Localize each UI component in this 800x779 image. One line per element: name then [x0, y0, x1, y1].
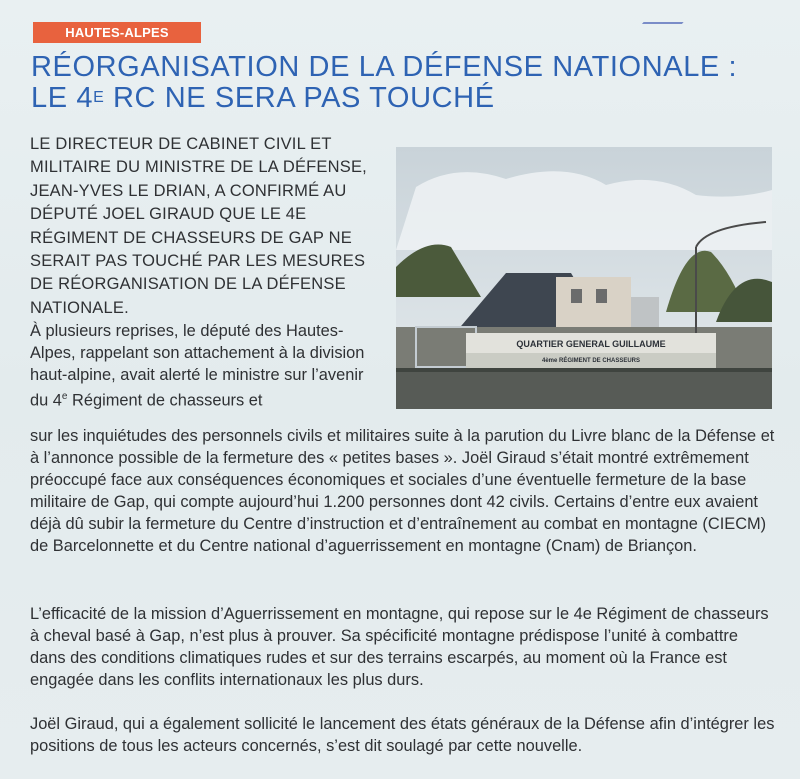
headline-line-1: RÉORGANISATION DE LA DÉFENSE NATIONALE : — [31, 51, 738, 83]
sign-line-1: QUARTIER GENERAL GUILLAUME — [516, 339, 666, 349]
lede-paragraph: LE DIRECTEUR DE CABINET CIVIL ET MILITAIRE DU MINISTRE DE LA DÉFENSE, JEAN-YVES LE DRIAN, A CONFIRMÉ AU DÉPUTÉ JOEL GIRAUD QUE LE 4E RÉGIMENT DE CHASSEURS DE GAP NE SERAIT PAS TOUCHÉ PAR LES MESURES DE RÉORGANISATION DE LA DÉFENSE NATIONALE. — [30, 135, 367, 317]
pen-mark — [642, 0, 702, 24]
paragraph-1-top-after: Régiment de chasseurs et — [67, 391, 263, 410]
headline-line-2-before: LE 4 — [31, 82, 94, 114]
sign-line-2: 4ème RÉGIMENT DE CHASSEURS — [541, 358, 641, 364]
paragraph-1-superscript: e — [61, 391, 68, 403]
paragraph-1-top — [30, 320, 385, 412]
barracks-photo — [396, 147, 772, 409]
barracks-photo-illustration — [396, 147, 772, 409]
headline-superscript: E — [93, 89, 105, 106]
section-tag: HAUTES-ALPES — [33, 22, 201, 43]
headline-line-2-after: RC NE SERA PAS TOUCHÉ — [104, 82, 495, 114]
headline — [31, 52, 781, 114]
paragraph-2: L’efficacité de la mission d’Aguerrissement en montagne, qui repose sur le 4e Régiment de chasseurs à cheval basé à Gap, n’est plus à prouver. Sa spécificité montagne prédispose l’unité à combattre dans des conditions climatiques rudes et sur des terrains escarpés, au moment où la France est engagée dans les conflits internationaux les plus durs. — [30, 605, 769, 690]
paragraph-1-top-before: À plusieurs reprises, le député des Hautes-Alpes, rappelant son attachement à la division haut-alpine, avait alerté le ministre sur l’avenir du 4 — [30, 322, 365, 410]
paragraph-1-bottom: sur les inquiétudes des personnels civils et militaires suite à la parution du Livre blanc de la Défense et à l’annonce possible de la fermeture des « petites bases ». Joël Giraud s’était montré extrêmement préoccupé face aux conséquences économiques et sociales d’une éventuelle fermeture de la base militaire de Gap, qui compte aujourd’hui 1.200 personnes dont 42 civils. Certains d’entre eux avaient déjà dû subir la fermeture du Centre d’instruction et d’entraînement au combat en montagne (CIECM) de Barcelonnette et du Centre national d’aguerrissement en montagne (Cnam) de Briançon. — [30, 427, 775, 556]
paragraph-3: Joël Giraud, qui a également sollicité le lancement des états généraux de la Défense afin d’intégrer les positions de tous les acteurs concernés, s’est dit soulagé par cette nouvelle. — [30, 715, 775, 756]
